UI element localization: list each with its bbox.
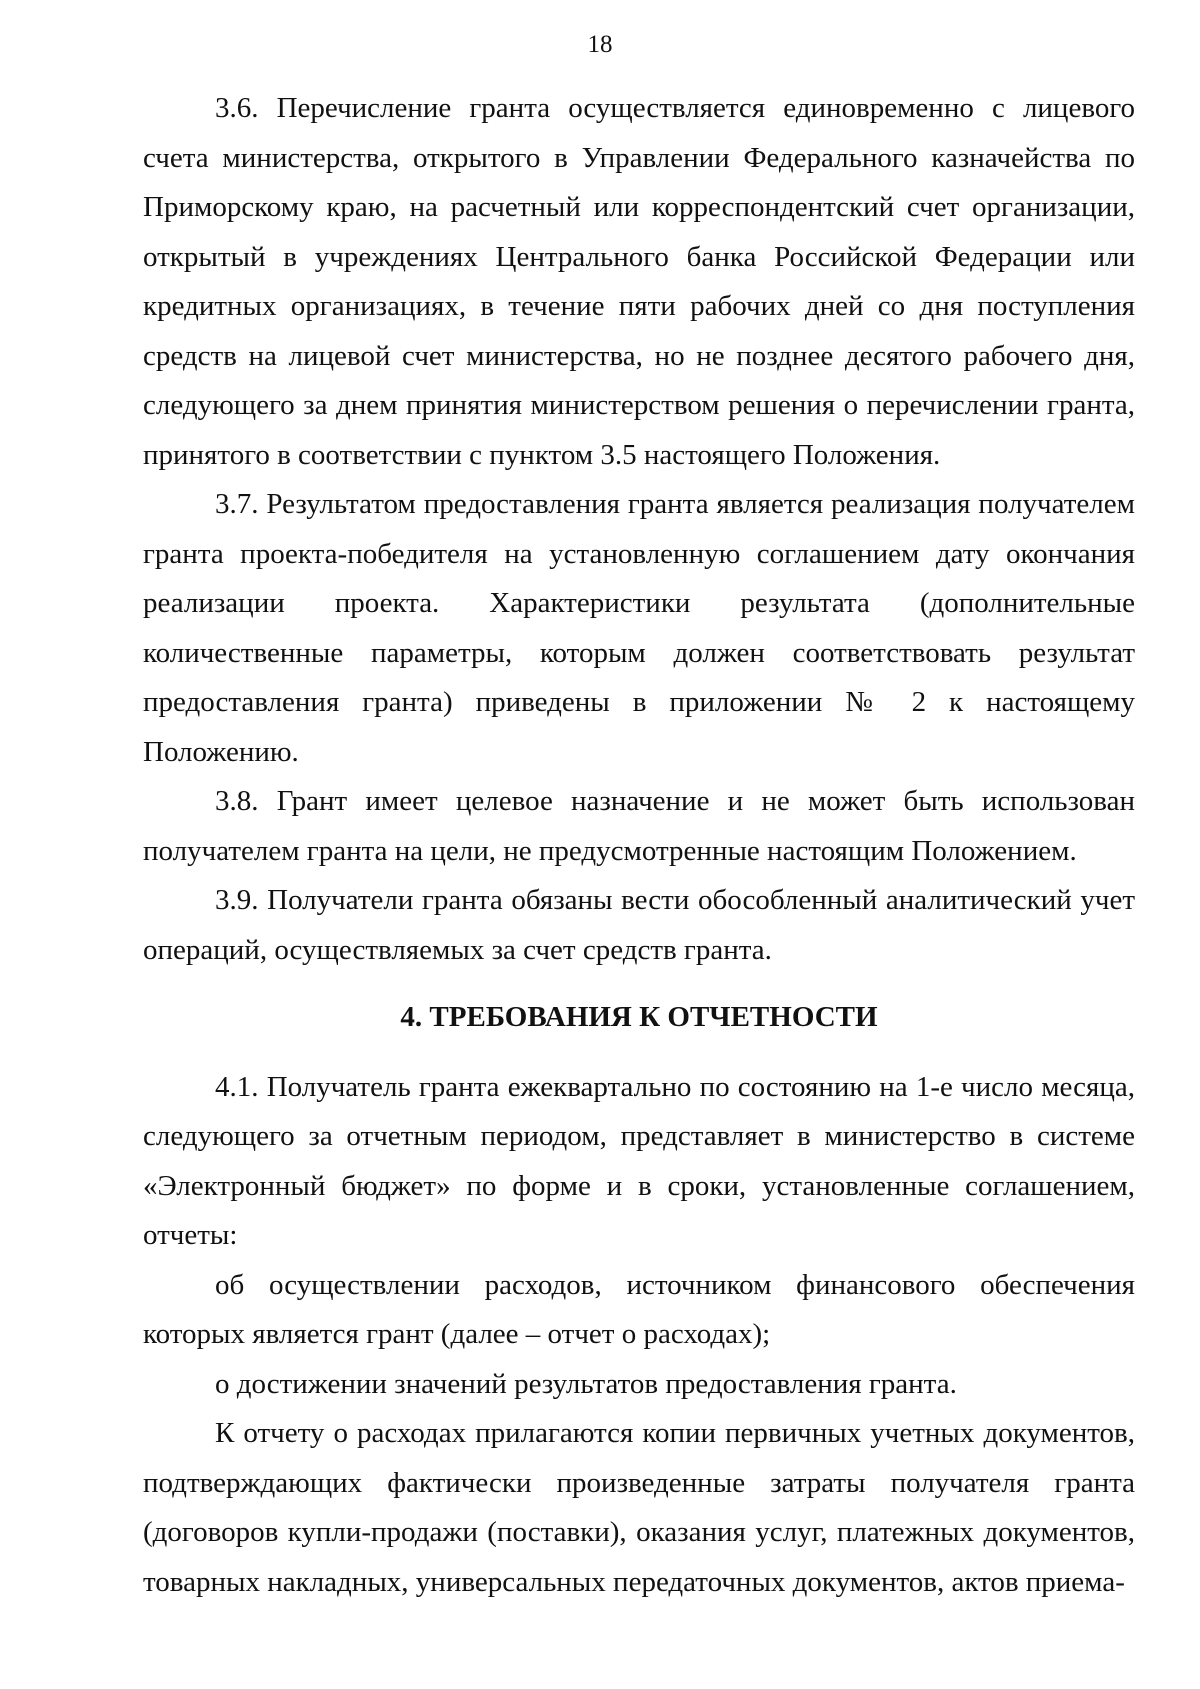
section-heading: 4. ТРЕБОВАНИЯ К ОТЧЕТНОСТИ bbox=[400, 1001, 878, 1033]
document-body bbox=[143, 84, 1135, 1607]
paragraph-3-8: 3.8. Грант имеет целевое назначение и не может быть использован получателем гранта на цели, не предусмотренные настоящим Положением. bbox=[143, 785, 1135, 867]
paragraph-expense-report: об осуществлении расходов, источником финансового обеспечения которых является грант (далее – отчет о расходах); bbox=[143, 1268, 1135, 1350]
paragraph-3-6: 3.6. Перечисление гранта осуществляется единовременно с лицевого счета министерства, открытого в Управлении Федерального казначейства по Приморскому краю, на расчетный или корреспондентский счет организации, открытый в учреждениях Центрального банка Российской Федерации или кредитных организациях, в течение пяти рабочих дней со дня поступления средств на лицевой счет министерства, но не позднее десятого рабочего дня, следующего за днем принятия министерством решения о перечислении гранта, принятого в соответствии с пунктом 3.5 настоящего Положения. bbox=[143, 92, 1135, 471]
paragraph-3-9: 3.9. Получатели гранта обязаны вести обособленный аналитический учет операций, осуществляемых за счет средств гранта. bbox=[143, 884, 1135, 966]
paragraph-3-7: 3.7. Результатом предоставления гранта является реализация получателем гранта проекта-победителя на установленную соглашением дату окончания реализации проекта. Характеристики результата (дополнительные количественные параметры, которым должен соответствовать результат предоставления гранта) приведены в приложении № 2 к настоящему Положению. bbox=[143, 488, 1135, 768]
paragraph-results-report: о достижении значений результатов предоставления гранта. bbox=[215, 1367, 957, 1400]
paragraph-4-1: 4.1. Получатель гранта ежеквартально по состоянию на 1-е число месяца, следующего за отчетным периодом, представляет в министерство в системе «Электронный бюджет» по форме и в сроки, установленные соглашением, отчеты: bbox=[143, 1070, 1135, 1251]
paragraph-attachments: К отчету о расходах прилагаются копии первичных учетных документов, подтверждающих фактически произведенные затраты получателя гранта (договоров купли-продажи (поставки), оказания услуг, платежных документов, товарных накладных, универсальных передаточных документов, актов приема- bbox=[143, 1417, 1135, 1598]
page-number: 18 bbox=[587, 31, 613, 58]
